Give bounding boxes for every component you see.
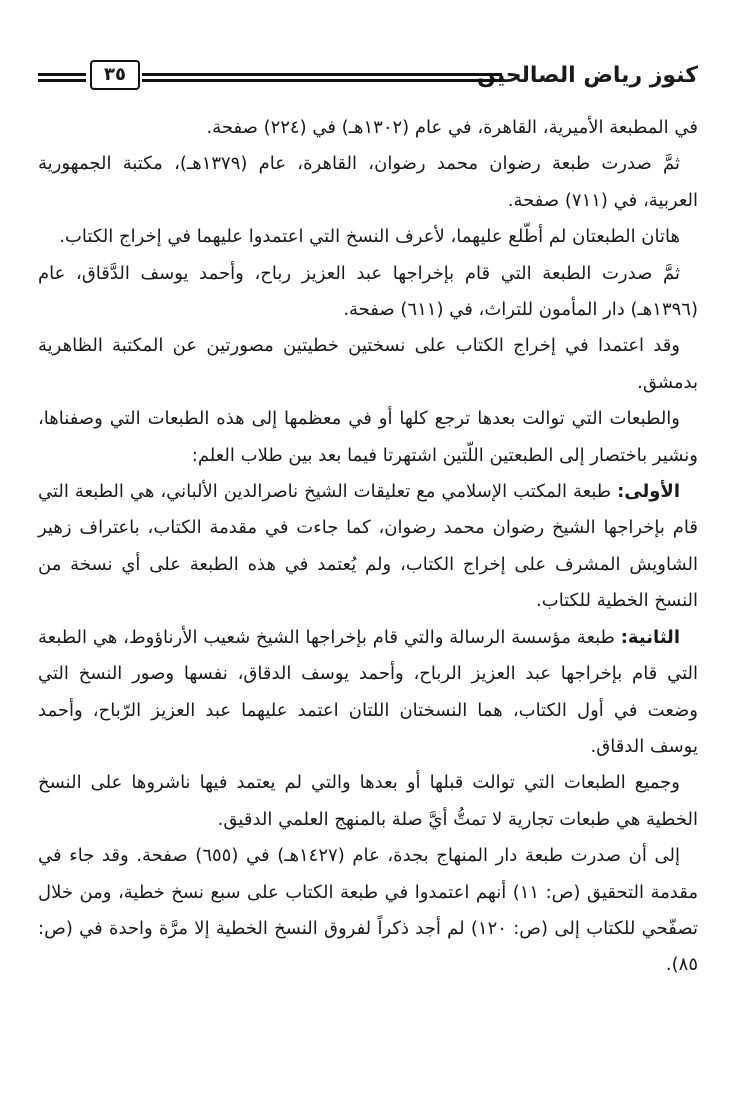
paragraph: هاتان الطبعتان لم أطّلع عليهما، لأعرف النسخ التي اعتمدوا عليهما في إخراج الكتاب. (59, 226, 680, 248)
running-header (38, 62, 698, 94)
paragraph: والطبعات التي توالت بعدها ترجع كلها أو في معظمها إلى هذه الطبعات التي وصفناها، ونشير باختصار إلى الطبعتين اللّتين اشتهرتا فيما بعد بين طلاب العلم: (38, 408, 698, 466)
paragraph: ثمَّ صدرت الطبعة التي قام بإخراجها عبد العزيز رباح، وأحمد يوسف الدَّقاق، عام (١٣٩٦هـ) دار المأمون للتراث، في (٦١١) صفحة. (38, 262, 698, 321)
page-number: ٣٥ (90, 60, 140, 90)
paragraph: الثانية: طبعة مؤسسة الرسالة والتي قام بإخراجها الشيخ شعيب الأرناؤوط، هي الطبعة التي قام بإخراجها عبد العزيز الرباح، وأحمد يوسف الدقاق، نفسها وصور النسخ التي وضعت في أول الكتاب، هما النسختان اللتان اعتمد عليهما عبد العزيز الرّباح، وأحمد يوسف الدقاق. (38, 626, 698, 757)
header-rule (142, 73, 502, 82)
paragraph: في المطبعة الأميرية، القاهرة، في عام (١٣٠٢هـ) في (٢٢٤) صفحة. (206, 117, 698, 138)
paragraph-lead: الثانية: (620, 626, 680, 648)
book-title: كنوز رياض الصالحين (477, 63, 698, 88)
paragraph: الأولى: طبعة المكتب الإسلامي مع تعليقات الشيخ ناصرالدين الألباني، هي الطبعة التي قام بإخراجها الشيخ رضوان محمد رضوان، كما جاءت في مقدمة الكتاب، باعتراف زهير الشاويش المشرف على إخراج الكتاب، ولم يُعتمد في هذه الطبعة على أي نسخة من النسخ الخطية للكتاب. (38, 481, 698, 612)
paragraph-lead: الأولى: (617, 481, 680, 503)
page-body (38, 110, 698, 984)
header-rule-left (38, 73, 86, 82)
paragraph: ثمَّ صدرت طبعة رضوان محمد رضوان، القاهرة، عام (١٣٧٩هـ)، مكتبة الجمهورية العربية، في (٧١١) صفحة. (38, 153, 698, 211)
paragraph: وقد اعتمدا في إخراج الكتاب على نسختين خطيتين مصورتين عن المكتبة الظاهرية بدمشق. (38, 335, 698, 393)
paragraph: وجميع الطبعات التي توالت قبلها أو بعدها والتي لم يعتمد فيها ناشروها على النسخ الخطية هي طبعات تجارية لا تمتُّ أيَّ صلة بالمنهج العلمي الدقيق. (38, 772, 698, 830)
paragraph: إلى أن صدرت طبعة دار المنهاج بجدة، عام (١٤٢٧هـ) في (٦٥٥) صفحة. وقد جاء في مقدمة التحقيق (ص: ١١) أنهم اعتمدوا في طبعة الكتاب على سبع نسخ خطية، ومن خلال تصفّحي للكتاب إلى (ص: ١٢٠) لم أجد ذكراً لفروق النسخ الخطية إلا مرَّة واحدة في (ص: ٨٥). (38, 845, 699, 976)
